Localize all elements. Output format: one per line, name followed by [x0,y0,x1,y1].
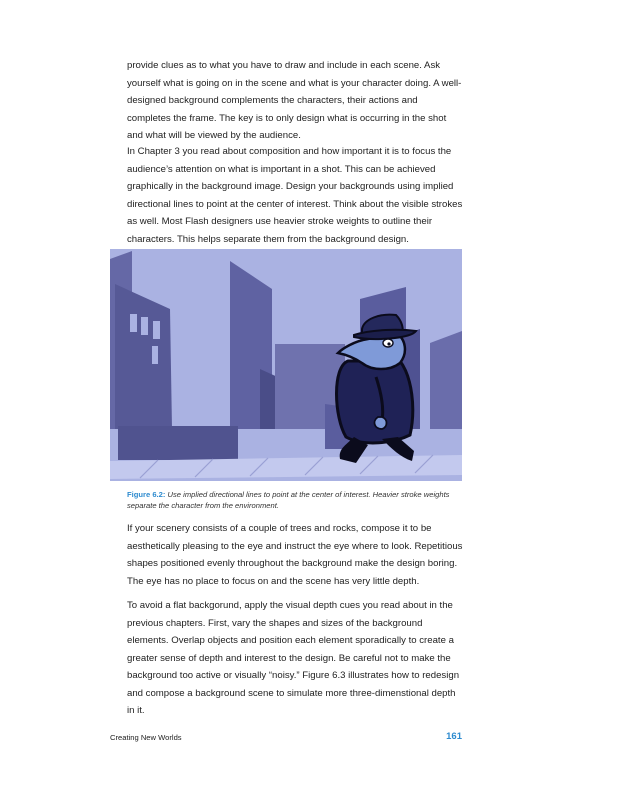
body-paragraph-4: To avoid a flat backgorund, apply the visual depth cues you read about in the previous chapters. First, vary the shapes and sizes of the background elements. Overlap objects and position each element sporadically to create a greater sense of depth and interest to the design. Be careful not to make the background too active or visually “noisy.” Figure 6.3 illustrates how to redesign and compose a background scene to simulate more three-dimenstional depth in it. [127,600,460,716]
window [141,317,148,335]
figure-label: Figure 6.2: [127,490,166,499]
body-paragraph-2: In Chapter 3 you read about composition and how important it is to focus the audience’s attention on what is important in a shot. This can be achieved graphically in the background image. Design your backgrounds using implied directional lines to point at the center of interest. Think about the visible strokes as well. Most Flash designers use heavier stroke weights to outline their characters. This helps separate them from the background design. [127,146,463,245]
wall-left [118,426,238,460]
page-number: 161 [446,731,462,742]
window [153,321,160,339]
figure-illustration [110,249,462,481]
figure-caption-text: Use implied directional lines to point at the center of interest. Heavier stroke weights separate the character from the environment. [127,490,450,510]
character-pupil [387,342,390,345]
figure-caption [127,489,467,511]
character-hand [375,417,387,429]
window [152,346,158,364]
footer-chapter-title: Creating New Worlds [110,733,182,742]
body-paragraph-3: If your scenery consists of a couple of trees and rocks, compose it to be aesthetically pleasing to the eye and instruct the eye where to look. Repetitious shapes positioned evenly throughout the background make the design boring. The eye has no place to focus on and the scene has very little depth. [127,523,463,587]
character-coat [337,361,413,443]
body-paragraph-1: provide clues as to what you have to draw and include in each scene. Ask yourself what is going on in the scene and what is your character doing. A well-designed background complements the characters, their actions and completes the frame. The key is to only design what is occurring in the shot and what will be viewed by the audience. [127,60,462,141]
window [130,314,137,332]
building-far-right [430,331,462,429]
